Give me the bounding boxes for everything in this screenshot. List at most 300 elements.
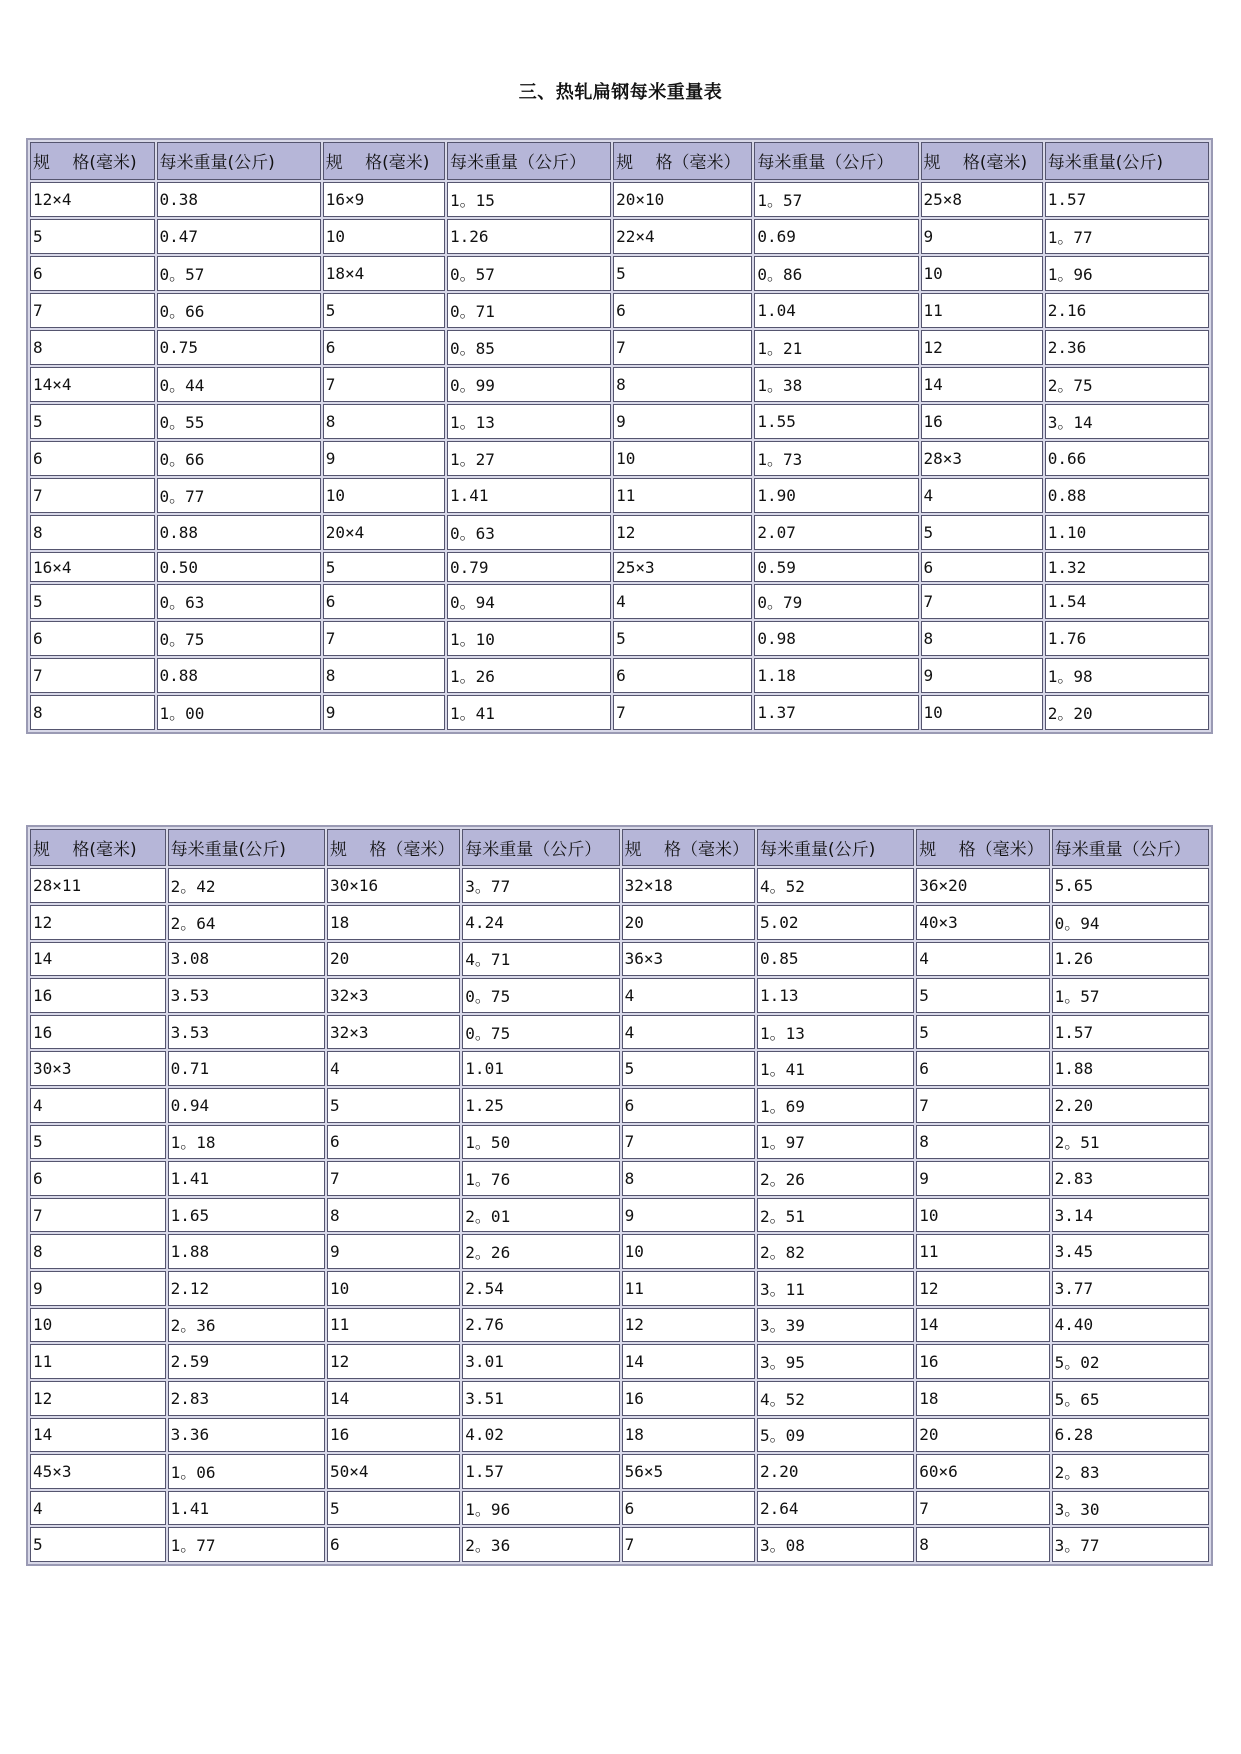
weight-cell: 2。20 (1045, 695, 1209, 730)
spec-cell: 56×5 (622, 1454, 755, 1489)
spec-cell: 4 (30, 1491, 166, 1526)
weight-cell: 2。51 (757, 1198, 914, 1233)
weight-cell: 1.41 (447, 478, 611, 513)
weight-cell: 1.76 (1045, 621, 1209, 656)
spec-cell: 5 (622, 1051, 755, 1086)
weight-cell: 5.02 (757, 905, 914, 940)
table-row (30, 1015, 1209, 1050)
spec-cell: 20 (916, 1418, 1049, 1453)
weight-cell: 0。85 (447, 330, 611, 365)
weight-cell: 1.57 (1052, 1015, 1209, 1050)
spec-cell: 4 (327, 1051, 460, 1086)
spec-cell: 12 (622, 1308, 755, 1343)
spec-cell: 16 (916, 1344, 1049, 1379)
spec-cell: 14 (921, 367, 1043, 402)
header-weight: 每米重量(公斤) (1045, 142, 1209, 180)
weight-cell: 1。13 (447, 404, 611, 439)
weight-cell: 0.88 (157, 515, 321, 550)
spec-cell: 28×3 (921, 441, 1043, 476)
spec-cell: 10 (622, 1234, 755, 1269)
table-row (30, 1381, 1209, 1416)
weight-cell: 3。14 (1045, 404, 1209, 439)
table-row (30, 1491, 1209, 1526)
weight-cell: 0。55 (157, 404, 321, 439)
weight-cell: 5.65 (1052, 868, 1209, 903)
weight-cell: 0.50 (157, 552, 321, 581)
table-row (30, 1234, 1209, 1269)
table-row (30, 942, 1209, 977)
spec-cell: 16 (921, 404, 1043, 439)
spec-cell: 20 (327, 942, 460, 977)
spec-cell: 11 (622, 1271, 755, 1306)
spec-cell: 5 (30, 219, 155, 254)
table-row (30, 182, 1209, 217)
weight-cell: 0.75 (157, 330, 321, 365)
table-row (30, 1527, 1209, 1562)
weight-cell: 5。65 (1052, 1381, 1209, 1416)
spec-cell: 16 (327, 1418, 460, 1453)
weight-cell: 3.53 (168, 1015, 325, 1050)
table-row (30, 330, 1209, 365)
spec-cell: 5 (916, 978, 1049, 1013)
page-title: 三、热轧扁钢每米重量表 (518, 82, 723, 103)
spec-cell: 6 (30, 1161, 166, 1196)
spec-cell: 6 (921, 552, 1043, 581)
weight-cell: 3。77 (462, 868, 619, 903)
weight-cell: 1。38 (754, 367, 918, 402)
weight-cell: 0。75 (462, 1015, 619, 1050)
weight-cell: 0。63 (447, 515, 611, 550)
weight-cell: 0。57 (447, 256, 611, 291)
header-spec: 规 格（毫米） (916, 829, 1049, 866)
weight-table-2 (26, 825, 1213, 1566)
spec-cell: 32×3 (327, 1015, 460, 1050)
spec-cell: 32×3 (327, 978, 460, 1013)
table-row (30, 404, 1209, 439)
weight-cell: 3。08 (757, 1527, 914, 1562)
weight-cell: 4。71 (462, 942, 619, 977)
spec-cell: 9 (921, 658, 1043, 693)
table-row (30, 658, 1209, 693)
spec-cell: 6 (327, 1125, 460, 1160)
weight-cell: 2.64 (757, 1491, 914, 1526)
spec-cell: 6 (30, 256, 155, 291)
weight-cell: 1。69 (757, 1088, 914, 1123)
header-weight: 每米重量（公斤） (447, 142, 611, 180)
weight-cell: 3.36 (168, 1418, 325, 1453)
weight-cell: 2.20 (757, 1454, 914, 1489)
weight-cell: 1.13 (757, 978, 914, 1013)
weight-cell: 0。75 (462, 978, 619, 1013)
spec-cell: 14 (30, 1418, 166, 1453)
weight-cell: 2。51 (1052, 1125, 1209, 1160)
table-row (30, 1198, 1209, 1233)
weight-cell: 2.59 (168, 1344, 325, 1379)
spec-cell: 8 (622, 1161, 755, 1196)
weight-cell: 1.26 (1052, 942, 1209, 977)
weight-cell: 4.40 (1052, 1308, 1209, 1343)
weight-cell: 6.28 (1052, 1418, 1209, 1453)
weight-cell: 3.77 (1052, 1271, 1209, 1306)
table-row (30, 1161, 1209, 1196)
table-row (30, 1088, 1209, 1123)
table-row (30, 552, 1209, 581)
table-row (30, 905, 1209, 940)
weight-cell: 2.76 (462, 1308, 619, 1343)
spec-cell: 16 (30, 978, 166, 1013)
weight-cell: 0。77 (157, 478, 321, 513)
spec-cell: 16×4 (30, 552, 155, 581)
spec-cell: 8 (30, 1234, 166, 1269)
spec-cell: 9 (30, 1271, 166, 1306)
spec-cell: 10 (323, 219, 445, 254)
weight-cell: 0。99 (447, 367, 611, 402)
header-spec: 规 格(毫米) (30, 142, 155, 180)
spec-cell: 30×3 (30, 1051, 166, 1086)
spec-cell: 8 (613, 367, 752, 402)
spec-cell: 20×4 (323, 515, 445, 550)
weight-cell: 1。41 (757, 1051, 914, 1086)
weight-cell: 1.88 (168, 1234, 325, 1269)
spec-cell: 10 (916, 1198, 1049, 1233)
weight-cell: 0.71 (168, 1051, 325, 1086)
spec-cell: 9 (323, 441, 445, 476)
header-weight: 每米重量(公斤) (757, 829, 914, 866)
weight-cell: 1。00 (157, 695, 321, 730)
header-spec: 规 格(毫米) (921, 142, 1043, 180)
header-weight: 每米重量(公斤) (157, 142, 321, 180)
weight-cell: 1.90 (754, 478, 918, 513)
spec-cell: 9 (613, 404, 752, 439)
weight-cell: 5。09 (757, 1418, 914, 1453)
spec-cell: 6 (916, 1051, 1049, 1086)
spec-cell: 18 (916, 1381, 1049, 1416)
header-weight: 每米重量（公斤） (1052, 829, 1209, 866)
spec-cell: 16×9 (323, 182, 445, 217)
table-row (30, 256, 1209, 291)
spec-cell: 10 (613, 441, 752, 476)
spec-cell: 8 (30, 515, 155, 550)
table-row (30, 1454, 1209, 1489)
spec-cell: 18×4 (323, 256, 445, 291)
weight-cell: 2.54 (462, 1271, 619, 1306)
spec-cell: 5 (30, 1125, 166, 1160)
spec-cell: 7 (613, 330, 752, 365)
weight-cell: 1。96 (462, 1491, 619, 1526)
weight-cell: 0。86 (754, 256, 918, 291)
weight-cell: 0。75 (157, 621, 321, 656)
table-row (30, 219, 1209, 254)
spec-cell: 14×4 (30, 367, 155, 402)
spec-cell: 5 (323, 293, 445, 328)
weight-cell: 1.04 (754, 293, 918, 328)
spec-cell: 10 (323, 478, 445, 513)
spec-cell: 8 (323, 404, 445, 439)
table-row (30, 1418, 1209, 1453)
weight-cell: 0。94 (1052, 905, 1209, 940)
weight-cell: 1。18 (168, 1125, 325, 1160)
header-spec: 规 格(毫米) (30, 829, 166, 866)
weight-cell: 4。52 (757, 1381, 914, 1416)
weight-cell: 1.88 (1052, 1051, 1209, 1086)
weight-cell: 3.14 (1052, 1198, 1209, 1233)
weight-cell: 1.25 (462, 1088, 619, 1123)
spec-cell: 5 (921, 515, 1043, 550)
table-row (30, 1271, 1209, 1306)
weight-cell: 1.41 (168, 1161, 325, 1196)
header-weight: 每米重量（公斤） (462, 829, 619, 866)
spec-cell: 4 (613, 584, 752, 619)
spec-cell: 8 (327, 1198, 460, 1233)
weight-cell: 0。57 (157, 256, 321, 291)
header-spec: 规 格（毫米） (613, 142, 752, 180)
weight-cell: 0.85 (757, 942, 914, 977)
weight-cell: 0.79 (447, 552, 611, 581)
spec-cell: 5 (323, 552, 445, 581)
spec-cell: 18 (622, 1418, 755, 1453)
spec-cell: 14 (916, 1308, 1049, 1343)
spec-cell: 9 (921, 219, 1043, 254)
weight-cell: 3.45 (1052, 1234, 1209, 1269)
spec-cell: 20×10 (613, 182, 752, 217)
weight-cell: 0.98 (754, 621, 918, 656)
weight-cell: 1.18 (754, 658, 918, 693)
weight-cell: 1。57 (754, 182, 918, 217)
spec-cell: 36×3 (622, 942, 755, 977)
weight-cell: 2.83 (168, 1381, 325, 1416)
weight-cell: 1。77 (168, 1527, 325, 1562)
spec-cell: 14 (327, 1381, 460, 1416)
table-row (30, 1051, 1209, 1086)
weight-cell: 1。96 (1045, 256, 1209, 291)
table-row (30, 1125, 1209, 1160)
spec-cell: 28×11 (30, 868, 166, 903)
spec-cell: 7 (622, 1527, 755, 1562)
spec-cell: 7 (916, 1088, 1049, 1123)
spec-cell: 8 (916, 1527, 1049, 1562)
weight-cell: 0。44 (157, 367, 321, 402)
spec-cell: 7 (916, 1491, 1049, 1526)
weight-cell: 1。50 (462, 1125, 619, 1160)
weight-cell: 2.16 (1045, 293, 1209, 328)
weight-cell: 1.55 (754, 404, 918, 439)
table-row (30, 868, 1209, 903)
spec-cell: 60×6 (916, 1454, 1049, 1489)
weight-cell: 1。41 (447, 695, 611, 730)
spec-cell: 8 (921, 621, 1043, 656)
weight-cell: 2.20 (1052, 1088, 1209, 1123)
weight-cell: 3。30 (1052, 1491, 1209, 1526)
weight-cell: 4.02 (462, 1418, 619, 1453)
weight-cell: 2。42 (168, 868, 325, 903)
table-row (30, 1344, 1209, 1379)
spec-cell: 6 (327, 1527, 460, 1562)
spec-cell: 18 (327, 905, 460, 940)
weight-cell: 1.37 (754, 695, 918, 730)
table-row (30, 621, 1209, 656)
spec-cell: 8 (323, 658, 445, 693)
spec-cell: 9 (323, 695, 445, 730)
spec-cell: 7 (30, 293, 155, 328)
spec-cell: 5 (327, 1491, 460, 1526)
spec-cell: 10 (30, 1308, 166, 1343)
weight-cell: 3。95 (757, 1344, 914, 1379)
weight-cell: 0。63 (157, 584, 321, 619)
spec-cell: 7 (921, 584, 1043, 619)
weight-cell: 3.08 (168, 942, 325, 977)
spec-cell: 16 (622, 1381, 755, 1416)
weight-cell: 1.01 (462, 1051, 619, 1086)
spec-cell: 12 (613, 515, 752, 550)
table-header-row (30, 829, 1209, 866)
weight-cell: 1。15 (447, 182, 611, 217)
weight-cell: 1.41 (168, 1491, 325, 1526)
weight-cell: 1。76 (462, 1161, 619, 1196)
weight-cell: 2.36 (1045, 330, 1209, 365)
spec-cell: 40×3 (916, 905, 1049, 940)
weight-cell: 2。64 (168, 905, 325, 940)
spec-cell: 14 (622, 1344, 755, 1379)
spec-cell: 5 (30, 584, 155, 619)
weight-cell: 1。57 (1052, 978, 1209, 1013)
weight-cell: 3.01 (462, 1344, 619, 1379)
spec-cell: 8 (916, 1125, 1049, 1160)
weight-cell: 1。13 (757, 1015, 914, 1050)
weight-cell: 0.38 (157, 182, 321, 217)
spec-cell: 7 (327, 1161, 460, 1196)
weight-cell: 0.88 (157, 658, 321, 693)
weight-cell: 1.57 (462, 1454, 619, 1489)
weight-cell: 1。77 (1045, 219, 1209, 254)
header-weight: 每米重量(公斤) (168, 829, 325, 866)
weight-cell: 4。52 (757, 868, 914, 903)
spec-cell: 50×4 (327, 1454, 460, 1489)
weight-cell: 0。71 (447, 293, 611, 328)
weight-cell: 2.07 (754, 515, 918, 550)
spec-cell: 5 (916, 1015, 1049, 1050)
weight-cell: 2。82 (757, 1234, 914, 1269)
spec-cell: 4 (622, 1015, 755, 1050)
weight-cell: 2。75 (1045, 367, 1209, 402)
spec-cell: 10 (921, 695, 1043, 730)
weight-cell: 1。27 (447, 441, 611, 476)
weight-cell: 4.24 (462, 905, 619, 940)
header-spec: 规 格（毫米） (327, 829, 460, 866)
spec-cell: 30×16 (327, 868, 460, 903)
header-weight: 每米重量（公斤） (754, 142, 918, 180)
weight-cell: 0.94 (168, 1088, 325, 1123)
weight-cell: 0.69 (754, 219, 918, 254)
weight-cell: 1。06 (168, 1454, 325, 1489)
weight-cell: 1.26 (447, 219, 611, 254)
weight-cell: 1。21 (754, 330, 918, 365)
spec-cell: 36×20 (916, 868, 1049, 903)
weight-cell: 0。66 (157, 293, 321, 328)
spec-cell: 12 (327, 1344, 460, 1379)
spec-cell: 12×4 (30, 182, 155, 217)
spec-cell: 6 (622, 1088, 755, 1123)
spec-cell: 11 (916, 1234, 1049, 1269)
spec-cell: 9 (622, 1198, 755, 1233)
spec-cell: 7 (613, 695, 752, 730)
spec-cell: 12 (30, 905, 166, 940)
table-row (30, 978, 1209, 1013)
spec-cell: 16 (30, 1015, 166, 1050)
weight-cell: 2。01 (462, 1198, 619, 1233)
weight-cell: 0。66 (157, 441, 321, 476)
spec-cell: 11 (30, 1344, 166, 1379)
spec-cell: 14 (30, 942, 166, 977)
spec-cell: 7 (323, 621, 445, 656)
spec-cell: 9 (916, 1161, 1049, 1196)
weight-cell: 0.47 (157, 219, 321, 254)
weight-cell: 1.10 (1045, 515, 1209, 550)
weight-cell: 1.65 (168, 1198, 325, 1233)
weight-cell: 2。26 (757, 1161, 914, 1196)
spec-cell: 5 (327, 1088, 460, 1123)
weight-cell: 2。26 (462, 1234, 619, 1269)
spec-cell: 6 (323, 330, 445, 365)
weight-cell: 1。26 (447, 658, 611, 693)
spec-cell: 6 (613, 658, 752, 693)
spec-cell: 7 (30, 658, 155, 693)
spec-cell: 20 (622, 905, 755, 940)
spec-cell: 32×18 (622, 868, 755, 903)
spec-cell: 5 (30, 404, 155, 439)
header-spec: 规 格（毫米） (622, 829, 755, 866)
weight-cell: 5。02 (1052, 1344, 1209, 1379)
spec-cell: 8 (30, 695, 155, 730)
weight-cell: 0。79 (754, 584, 918, 619)
weight-cell: 3.53 (168, 978, 325, 1013)
spec-cell: 4 (30, 1088, 166, 1123)
weight-cell: 2。36 (462, 1527, 619, 1562)
table-row (30, 695, 1209, 730)
table-row (30, 293, 1209, 328)
spec-cell: 11 (327, 1308, 460, 1343)
table-row (30, 367, 1209, 402)
spec-cell: 25×3 (613, 552, 752, 581)
spec-cell: 12 (30, 1381, 166, 1416)
table-row (30, 515, 1209, 550)
spec-cell: 6 (622, 1491, 755, 1526)
spec-cell: 6 (613, 293, 752, 328)
spec-cell: 10 (327, 1271, 460, 1306)
weight-cell: 1。97 (757, 1125, 914, 1160)
spec-cell: 7 (323, 367, 445, 402)
spec-cell: 12 (916, 1271, 1049, 1306)
weight-cell: 1。10 (447, 621, 611, 656)
weight-cell: 3。11 (757, 1271, 914, 1306)
spec-cell: 6 (30, 621, 155, 656)
spec-cell: 22×4 (613, 219, 752, 254)
weight-cell: 2。36 (168, 1308, 325, 1343)
spec-cell: 4 (921, 478, 1043, 513)
spec-cell: 45×3 (30, 1454, 166, 1489)
spec-cell: 11 (921, 293, 1043, 328)
spec-cell: 8 (30, 330, 155, 365)
table-header-row (30, 142, 1209, 180)
weight-cell: 0.66 (1045, 441, 1209, 476)
spec-cell: 10 (921, 256, 1043, 291)
spec-cell: 7 (622, 1125, 755, 1160)
table-row (30, 584, 1209, 619)
weight-cell: 2.12 (168, 1271, 325, 1306)
spec-cell: 25×8 (921, 182, 1043, 217)
spec-cell: 12 (921, 330, 1043, 365)
spec-cell: 11 (613, 478, 752, 513)
spec-cell: 6 (30, 441, 155, 476)
